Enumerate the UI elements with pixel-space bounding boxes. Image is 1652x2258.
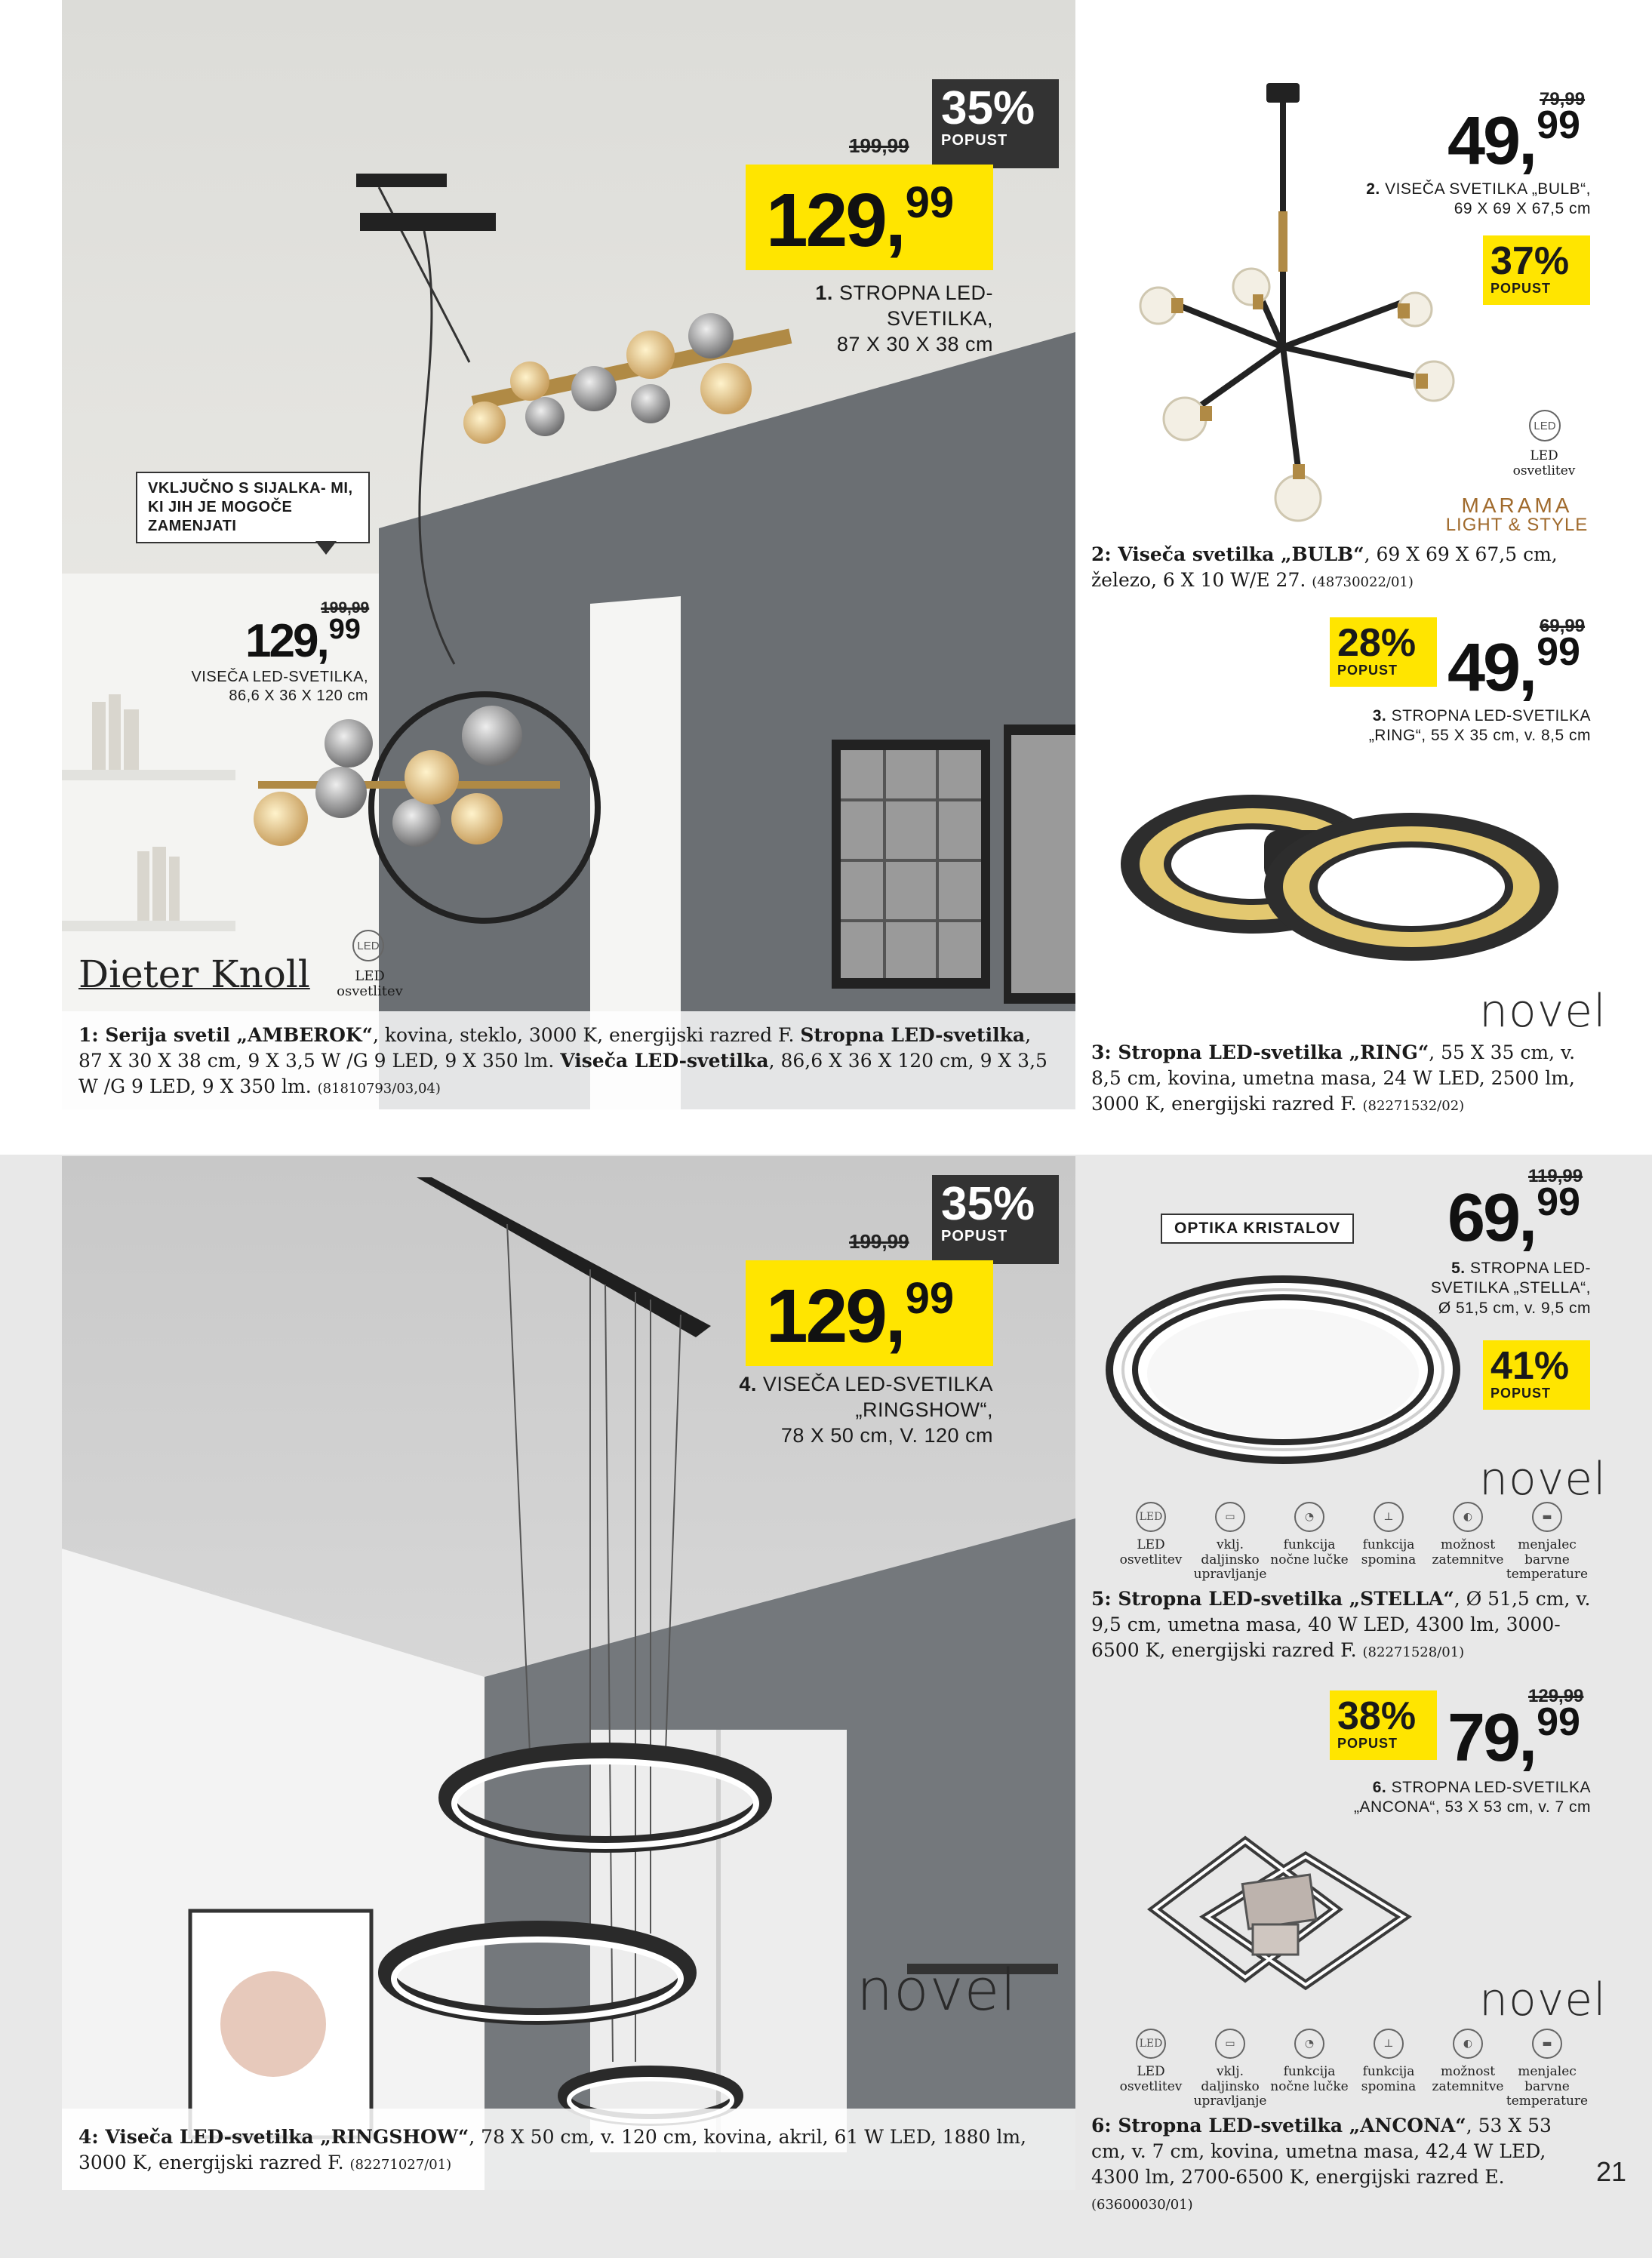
stella-feature-label: menjalec barvne temperature xyxy=(1506,1537,1589,1583)
ringshow-discount-percent: 35% xyxy=(941,1178,1035,1230)
ring-caption-number: 3. xyxy=(1372,707,1387,724)
caption-text: STROPNA LED-SVETILKA, xyxy=(838,281,993,330)
ancona-discount-label: POPUST xyxy=(1337,1736,1398,1751)
stella-feature-label: funkcija spomina xyxy=(1361,1537,1417,1567)
ancona-description xyxy=(1091,2113,1582,2216)
ring-description xyxy=(1091,1040,1604,1117)
stella-feature-list xyxy=(1109,1502,1592,1592)
ring-discount-label: POPUST xyxy=(1337,663,1398,678)
ringshow-price-decimal: 99 xyxy=(905,1274,955,1323)
stella-description xyxy=(1091,1586,1604,1663)
ancona-brand-novel: novel xyxy=(1479,1973,1607,2026)
ancona-feature-led xyxy=(1109,2029,1192,2094)
pendant-caption xyxy=(151,668,368,706)
pendant-price xyxy=(245,615,361,665)
stella-caption-text: STROPNA LED- xyxy=(1469,1260,1591,1277)
bulbs-callout: VKLJUČNO S SIJALKA- MI, KI JIH JE MOGOČE ZAMENJATI xyxy=(136,472,370,543)
brand-dieter-knoll: Dieter Knoll xyxy=(78,952,310,996)
memory-function-icon: ⊥ xyxy=(1374,2029,1404,2059)
ringshow-discount-badge xyxy=(932,1175,1059,1264)
ringshow-discount-label: POPUST xyxy=(941,1228,1008,1244)
ringshow-old-price: 199,99 xyxy=(849,1230,909,1253)
remote-control-icon: ▭ xyxy=(1215,2029,1245,2059)
ancona-discount-badge xyxy=(1330,1690,1437,1760)
ancona-feature-remote xyxy=(1189,2029,1272,2109)
ancona-lamp-image xyxy=(1094,1826,1449,2000)
ringshow-description xyxy=(78,2124,1060,2176)
stella-desc-lead: 5: Stropna LED-svetilka „STELLA“ xyxy=(1091,1588,1454,1610)
bulb-discount-percent: 37% xyxy=(1490,239,1570,283)
color-temperature-icon: ▬ xyxy=(1532,2029,1562,2059)
ancona-caption xyxy=(1283,1778,1591,1818)
ancona-desc-lead: 6: Stropna LED-svetilka „ANCONA“ xyxy=(1091,2115,1466,2136)
ancona-feature-label: funkcija nočne lučke xyxy=(1270,2064,1349,2094)
price-decimal: 99 xyxy=(905,178,955,227)
bulb-desc-code: (48730022/01) xyxy=(1312,574,1414,590)
ancona-feature-label: možnost zatemnitve xyxy=(1432,2064,1504,2094)
ring-desc-lead: 3: Stropna LED-svetilka „RING“ xyxy=(1091,1041,1429,1063)
ancona-desc-text: , 53 X 53 cm, v. 7 cm, kovina, umetna masa, 42,4 W LED, 4300 lm, 2700-6500 K, energijski razred E. xyxy=(1091,2115,1552,2188)
bulb-led-icon: LED xyxy=(1529,410,1561,441)
caption-dims: 87 X 30 X 38 cm xyxy=(836,332,993,355)
ancona-feature-label: vklj. daljinsko upravljanje xyxy=(1193,2064,1267,2109)
stella-discount-badge xyxy=(1483,1340,1590,1410)
ringshow-desc-text: , 78 X 50 cm, v. 120 cm, kovina, akril, 61 W LED, 1880 lm, 3000 K, energijski razred F. xyxy=(78,2126,1026,2173)
ancona-price-decimal: 99 xyxy=(1537,1700,1580,1744)
ring-old-price: 69,99 xyxy=(1540,616,1586,636)
desc-part-b-title: Stropna LED-svetilka xyxy=(800,1024,1026,1046)
callout-pointer xyxy=(315,541,337,555)
ancona-feature-dimming xyxy=(1426,2029,1509,2094)
ancona-desc-code: (63600030/01) xyxy=(1091,2197,1193,2213)
stella-price-decimal: 99 xyxy=(1537,1180,1580,1224)
ring-caption-dims: „RING“, 55 X 35 cm, v. 8,5 cm xyxy=(1368,727,1591,745)
bulb-description xyxy=(1091,542,1604,593)
stella-feature-label: možnost zatemnitve xyxy=(1432,1537,1504,1567)
bulb-led-label: LED osvetlitev xyxy=(1512,448,1576,478)
stella-lamp-image xyxy=(1102,1268,1464,1472)
pendant-price-decimal: 99 xyxy=(328,614,361,645)
ringshow-caption-dims: 78 X 50 cm, V. 120 cm xyxy=(780,1423,993,1447)
stella-desc-text: , Ø 51,5 cm, v. 9,5 cm, umetna masa, 40 W LED, 4300 lm, 3000-6500 K, energijski razred F. xyxy=(1091,1588,1591,1661)
ancona-discount-percent: 38% xyxy=(1337,1694,1417,1738)
stella-desc-code: (82271528/01) xyxy=(1362,1644,1465,1660)
discount-label: POPUST xyxy=(941,132,1008,149)
stella-old-price: 119,99 xyxy=(1528,1166,1583,1186)
bulb-discount-label: POPUST xyxy=(1490,281,1552,296)
brand-marama xyxy=(1443,495,1591,534)
ancona-feature-memory xyxy=(1347,2029,1430,2094)
discount-badge xyxy=(932,79,1059,168)
discount-percent: 35% xyxy=(941,82,1035,134)
stella-feature-label: vklj. daljinsko upravljanje xyxy=(1193,1537,1267,1583)
ancona-feature-color-temp xyxy=(1506,2029,1589,2109)
ringshow-price-integer: 129, xyxy=(766,1274,904,1358)
stella-brand-novel: novel xyxy=(1479,1453,1607,1506)
ancona-caption-number: 6. xyxy=(1372,1779,1387,1796)
amberok-description xyxy=(78,1023,1060,1100)
led-icon: LED xyxy=(1136,2029,1166,2059)
ring-caption xyxy=(1283,706,1591,746)
memory-function-icon: ⊥ xyxy=(1374,1502,1404,1532)
price xyxy=(766,178,955,263)
stella-caption-number: 5. xyxy=(1451,1260,1466,1277)
desc-part-a: , kovina, steklo, 3000 K, energijski razred F. xyxy=(372,1024,801,1046)
bulb-desc-text: , 69 X 69 X 67,5 cm, železo, 6 X 10 W/E 27. xyxy=(1091,543,1558,591)
stella-feature-label: LED osvetlitev xyxy=(1119,1537,1183,1567)
ring-desc-text: , 55 X 35 cm, v. 8,5 cm, kovina, umetna masa, 24 W LED, 2500 lm, 3000 K, energijski razred F. xyxy=(1091,1041,1576,1115)
led-label: LED osvetlitev xyxy=(337,968,403,999)
ancona-caption-text: STROPNA LED-SVETILKA xyxy=(1391,1779,1591,1796)
stella-price-integer: 69, xyxy=(1447,1180,1536,1256)
ringshow-desc-lead: 4: Viseča LED-svetilka „RINGSHOW“ xyxy=(78,2126,469,2148)
night-light-icon: ◔ xyxy=(1294,1502,1324,1532)
ancona-feature-label: LED osvetlitev xyxy=(1119,2064,1183,2094)
pendant-old-price: 199,99 xyxy=(321,599,370,617)
product-caption xyxy=(755,281,993,357)
pendant-caption-text: VISEČA LED-SVETILKA, xyxy=(191,669,368,685)
ring-price-integer: 49, xyxy=(1447,630,1536,706)
ringshow-desc-code: (82271027/01) xyxy=(349,2157,452,2173)
pendant-caption-dims: 86,6 X 36 X 120 cm xyxy=(229,688,368,704)
bulb-caption-dims: 69 X 69 X 67,5 cm xyxy=(1454,200,1591,218)
stella-feature-memory xyxy=(1347,1502,1430,1567)
price-integer: 129, xyxy=(766,178,904,263)
night-light-icon: ◔ xyxy=(1294,2029,1324,2059)
stella-caption-dims: Ø 51,5 cm, v. 9,5 cm xyxy=(1438,1299,1591,1317)
desc-code: (81810793/03,04) xyxy=(317,1081,441,1097)
ancona-caption-dims: „ANCONA“, 53 X 53 cm, v. 7 cm xyxy=(1353,1798,1591,1817)
stella-discount-percent: 41% xyxy=(1490,1344,1570,1388)
stella-feature-led xyxy=(1109,1502,1192,1567)
ring-price xyxy=(1447,630,1580,706)
dimmer-icon: ◐ xyxy=(1453,1502,1483,1532)
bulb-price-decimal: 99 xyxy=(1537,103,1580,147)
caption-number: 1. xyxy=(815,281,833,304)
stella-discount-label: POPUST xyxy=(1490,1386,1552,1401)
page-number: 21 xyxy=(1596,2156,1627,2187)
ringshow-brand-novel: novel xyxy=(857,1956,1017,2023)
ring-discount-badge xyxy=(1330,617,1437,687)
bulb-lamp-image xyxy=(1117,75,1479,528)
desc-part-c: , 86,6 X 36 X 120 cm, 9 X 3,5 W /G 9 LED, 9 X 350 lm. xyxy=(78,1050,1047,1097)
ring-brand-novel: novel xyxy=(1479,985,1607,1038)
ancona-feature-label: funkcija spomina xyxy=(1361,2064,1417,2094)
stella-caption-name: SVETILKA „STELLA“, xyxy=(1430,1279,1591,1297)
ring-desc-code: (82271532/02) xyxy=(1362,1098,1465,1114)
desc-part-c-title: Viseča LED-svetilka xyxy=(560,1050,769,1072)
desc-part-b: , 87 X 30 X 38 cm, 9 X 3,5 W /G 9 LED, 9 X 350 lm. xyxy=(78,1024,1032,1072)
brand-marama-name: MARAMA xyxy=(1461,494,1573,517)
dimmer-icon: ◐ xyxy=(1453,2029,1483,2059)
ring-lamp-image xyxy=(1109,785,1577,974)
stella-price xyxy=(1447,1180,1580,1256)
led-icon: LED xyxy=(1136,1502,1166,1532)
bulb-caption xyxy=(1283,180,1591,220)
stella-feature-nightlight xyxy=(1268,1502,1351,1567)
ringshow-caption xyxy=(702,1372,993,1448)
color-temperature-icon: ▬ xyxy=(1532,1502,1562,1532)
ring-discount-percent: 28% xyxy=(1337,621,1417,665)
desc-lead: 1: Serija svetil „AMBEROK“ xyxy=(78,1024,373,1046)
bulb-caption-number: 2. xyxy=(1366,180,1380,198)
bulb-discount-badge xyxy=(1483,235,1590,305)
ancona-old-price: 129,99 xyxy=(1528,1686,1584,1706)
stella-feature-dimming xyxy=(1426,1502,1509,1567)
ancona-price xyxy=(1447,1700,1580,1776)
bulb-price xyxy=(1447,103,1580,179)
ringshow-caption-number: 4. xyxy=(739,1373,757,1395)
ringshow-caption-name: „RINGSHOW“, xyxy=(855,1398,993,1421)
led-icon: LED xyxy=(352,930,384,961)
old-price: 199,99 xyxy=(849,134,909,157)
ring-caption-text: STROPNA LED-SVETILKA xyxy=(1391,707,1591,724)
ring-price-decimal: 99 xyxy=(1537,630,1580,674)
ancona-feature-list xyxy=(1109,2029,1592,2119)
pendant-price-integer: 129, xyxy=(245,615,328,667)
crystal-optics-tag: OPTIKA KRISTALOV xyxy=(1161,1214,1354,1244)
bulb-old-price: 79,99 xyxy=(1540,89,1586,109)
ancona-feature-label: menjalec barvne temperature xyxy=(1506,2064,1589,2109)
remote-control-icon: ▭ xyxy=(1215,1502,1245,1532)
bulb-price-integer: 49, xyxy=(1447,103,1536,179)
stella-feature-label: funkcija nočne lučke xyxy=(1270,1537,1349,1567)
bulb-caption-text: VISEČA SVETILKA „BULB“, xyxy=(1385,180,1591,198)
stella-feature-remote xyxy=(1189,1502,1272,1583)
bulb-desc-lead: 2: Viseča svetilka „BULB“ xyxy=(1091,543,1364,565)
stella-feature-color-temp xyxy=(1506,1502,1589,1583)
brand-marama-tagline: LIGHT & STYLE xyxy=(1445,515,1589,535)
ringshow-caption-text: VISEČA LED-SVETILKA xyxy=(762,1373,993,1395)
ringshow-price xyxy=(766,1274,955,1358)
ancona-price-integer: 79, xyxy=(1447,1700,1536,1776)
ancona-feature-nightlight xyxy=(1268,2029,1351,2094)
